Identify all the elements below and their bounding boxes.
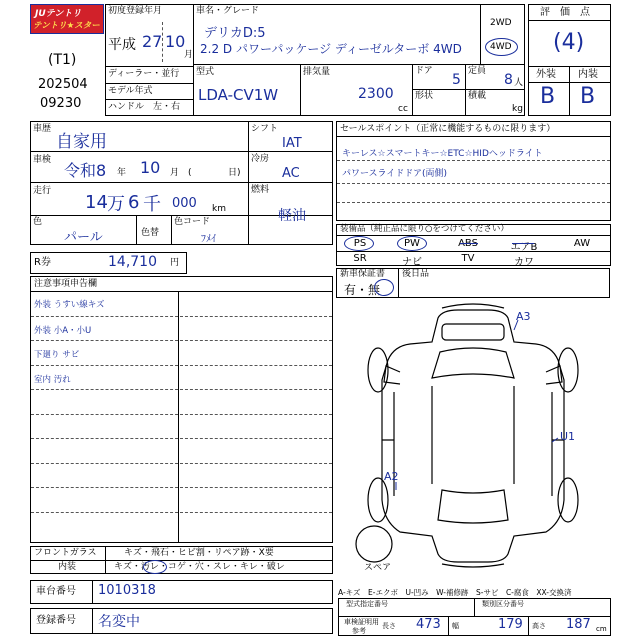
inspection-era: 令和8 [64,161,107,180]
diagram-mark-a3: A3 [516,310,531,323]
later-items-box [398,268,610,298]
note-line-2: 外装 小A・小U [34,326,92,336]
equip-sr: SR [353,253,367,264]
inspection-month-unit: 月 [170,168,180,178]
equip-tv: TV [461,253,475,264]
logo-line1: JUテントリ [35,9,82,19]
inspection-label: 車検 [33,155,52,165]
selling-points-label: セールスポイント（正常に機能するものに限ります） [340,124,556,134]
interior-cond-value: キズ・汚レ・コゲ・穴・スレ・キレ・破レ [114,562,285,572]
car-name-line1: デリカD:5 [204,26,266,41]
damage-legend: A-キズ E-エクボ U-凹み W-補修跡 S-サビ C-腐食 XX-交換済 [338,588,572,597]
mileage-value2: 6 [128,192,140,213]
height-value: 187 [566,617,591,632]
inspection-day-unit: 日) [228,168,241,178]
shift-value: IAT [282,136,302,151]
interior-grade: B [580,84,596,109]
equip-abs: ABS [458,238,478,249]
warranty-value: 有・無 [344,283,381,297]
equip-aw: AW [573,238,591,249]
aircon-value: AC [282,166,300,181]
chassis-label: 車台番号 [36,586,76,597]
reg-number-value: 名変中 [98,614,140,630]
width-label: 幅 [452,622,459,630]
diagram-mark-a2: A2 [384,470,399,483]
note-line-4: 室内 汚れ [34,375,71,385]
recycle-value: 14,710 [108,254,157,270]
displacement-value: 2300 [358,86,394,102]
usage-label: 車歴 [33,124,52,134]
warranty-none-circle [374,279,394,296]
mileage-unit2: 千 [143,194,161,215]
color-value: パール [64,230,103,245]
load-unit: kg [512,104,523,114]
equip-pw-circle [397,236,427,251]
handle-label: ハンドル 左・右 [108,102,181,112]
registration-month: 10 [165,32,186,51]
recycle-label: R券 [34,257,51,268]
height-label: 高さ [532,622,546,630]
car-name-line2: 2.2 D パワーパッケージ ディーゼルターボ 4WD [200,42,462,56]
selling-point-2: パワースライドドア(両側) [342,169,448,179]
equip-leather: カワ [514,257,534,268]
drive-2wd: 2WD [490,18,512,28]
registration-year: 27 [142,32,163,51]
car-damage-diagram [338,300,610,570]
drive-4wd-circle [485,38,518,56]
ref-label: 参考 [352,627,366,635]
registration-era: 平成 [108,37,136,53]
model-year-label: モデル年式 [108,86,153,96]
fuel-value: 軽油 [278,208,306,224]
equip-pw: PW [404,238,420,249]
equip-ps: PS [353,238,367,249]
diagram-mark-u1: U1 [560,430,576,443]
length-label: 長さ [382,622,396,630]
cert-label: 車検証明用 [344,618,379,626]
type-label: 型式 [196,67,215,77]
model-number-label: 型式指定番号 [346,600,388,608]
doors-value: 5 [452,72,461,88]
logo-line2: テントリ★スター [33,21,100,31]
selling-point-1: キーレス☆スマートキー☆ETC☆HIDヘッドライト [342,149,543,159]
inspection-month: 10 [140,158,161,177]
registration-month-unit: 月 [184,50,194,60]
front-glass-label: フロントガラス [34,548,97,558]
auction-logo [30,4,104,34]
load-label: 積載 [468,91,487,101]
interior-cond-label: 内装 [58,562,77,572]
category-number-label: 類別区分番号 [482,600,524,608]
note-line-1: 外装 うすい線キズ [34,300,105,310]
note-line-3: 下廻り サビ [34,350,80,360]
dimension-unit: cm [596,625,607,633]
exterior-label: 外装 [536,69,556,80]
listing-id-2: 09230 [40,96,82,111]
drive-4wd: 4WD [490,42,512,52]
mileage-label: 走行 [33,186,52,196]
shift-label: シフト [251,124,279,134]
recycle-unit: 円 [170,258,180,268]
car-name-label: 車名・グレード [196,6,260,16]
displacement-unit: cc [398,104,408,114]
warranty-label: 新車保証書 [340,269,386,279]
reg-number-label: 登録番号 [36,615,76,626]
mileage-unit3: km [212,204,226,214]
color-code-value: ﾌﾒｲ [201,234,216,245]
exterior-grade: B [540,84,556,109]
length-value: 473 [416,617,441,632]
rating-label: 評 価 点 [540,7,590,18]
listing-id-1: 202504 [38,77,88,92]
later-items-label: 後日品 [402,269,430,279]
grade-code: (T1) [48,52,77,68]
dealer-label: ディーラー・並行 [108,69,180,79]
capacity-value: 8 [504,72,513,88]
mileage-value1: 14 [85,192,108,213]
interior-dirt-circle [143,560,167,574]
equipment-label: 装備品（純正品に限り○をつけてください） [340,224,509,234]
chassis-value: 1010318 [98,583,156,598]
capacity-unit: 人 [514,78,524,88]
color-change-label: 色替 [141,228,160,238]
mileage-unit1: 万 [107,194,125,215]
equip-navi: ナビ [402,257,422,268]
fuel-label: 燃料 [251,185,270,195]
interior-label: 内装 [578,69,598,80]
type-value: LDA-CV1W [198,86,279,104]
notes-label: 注意事項申告欄 [34,279,98,289]
rating-value: (4) [553,30,585,55]
registration-label: 初度登録年月 [108,6,163,16]
color-label: 色 [33,217,43,227]
capacity-label: 定員 [468,66,487,76]
equip-airbag: エアB [510,242,538,253]
displacement-label: 排気量 [303,67,331,77]
aircon-label: 冷房 [251,154,270,164]
color-code-label: 色コード [174,217,211,227]
mileage-value3: 000 [172,196,197,211]
logo-panel [30,4,105,116]
inspection-paren: ( [188,168,192,178]
spare-label: スペア [364,563,392,570]
front-glass-value: キズ・飛石・ヒビ割・リペア跡・X要 [124,548,274,558]
width-value: 179 [498,617,523,632]
doors-label: ドア [415,66,433,76]
equip-ps-circle [344,236,374,251]
shape-label: 形状 [415,91,434,101]
usage-value: 自家用 [56,132,107,152]
inspection-year-unit: 年 [117,168,127,178]
